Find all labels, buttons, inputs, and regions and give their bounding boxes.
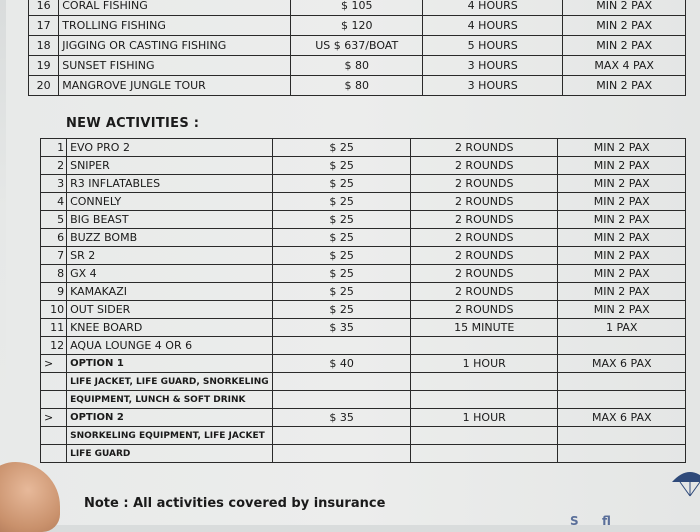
- option-1-label: OPTION 1: [67, 355, 273, 373]
- row-number: 20: [29, 76, 59, 96]
- row-number: 18: [29, 36, 59, 56]
- table-row: [41, 193, 686, 211]
- parachute-icon: [670, 468, 700, 498]
- activity-pax: MIN 2 PAX: [563, 16, 686, 36]
- option-2-row: [41, 409, 686, 427]
- option-2-pax: MAX 6 PAX: [558, 409, 686, 427]
- activity-duration: 2 ROUNDS: [410, 265, 558, 283]
- activity-duration: 3 HOURS: [423, 56, 563, 76]
- table-row: [29, 76, 686, 96]
- activity-price: $ 25: [273, 193, 411, 211]
- row-number: 6: [41, 229, 67, 247]
- row-number: 10: [41, 301, 67, 319]
- option-1-desc-row: [41, 373, 686, 391]
- row-number: 7: [41, 247, 67, 265]
- row-number: 4: [41, 193, 67, 211]
- activity-price: $ 25: [273, 139, 411, 157]
- activity-pax: MIN 2 PAX: [558, 175, 686, 193]
- activity-pax: MIN 2 PAX: [558, 283, 686, 301]
- option-1-price: $ 40: [273, 355, 411, 373]
- row-number: 16: [29, 0, 59, 16]
- activity-name: R3 INFLATABLES: [67, 175, 273, 193]
- activity-duration: 2 ROUNDS: [410, 283, 558, 301]
- row-number: 19: [29, 56, 59, 76]
- activity-name: CONNELY: [67, 193, 273, 211]
- activity-duration: [410, 337, 558, 355]
- activity-pax: MIN 2 PAX: [563, 0, 686, 16]
- table-row: [29, 36, 686, 56]
- activity-price: $ 25: [273, 229, 411, 247]
- option-2-desc-2: LIFE GUARD: [67, 445, 273, 463]
- activity-name: SR 2: [67, 247, 273, 265]
- table-row: [41, 247, 686, 265]
- svg-text:S: S: [570, 514, 579, 526]
- activity-duration: 2 ROUNDS: [410, 175, 558, 193]
- row-number: 1: [41, 139, 67, 157]
- row-number: 8: [41, 265, 67, 283]
- activity-name: CORAL FISHING: [59, 0, 291, 16]
- activity-name: JIGGING OR CASTING FISHING: [59, 36, 291, 56]
- table-row: [41, 139, 686, 157]
- activity-pax: MIN 2 PAX: [558, 265, 686, 283]
- activity-name: BIG BEAST: [67, 211, 273, 229]
- table-row: [29, 0, 686, 16]
- activity-pax: MIN 2 PAX: [558, 157, 686, 175]
- option-1-row: [41, 355, 686, 373]
- activity-price: $ 80: [291, 56, 423, 76]
- activity-pax: MIN 2 PAX: [563, 36, 686, 56]
- row-number: 5: [41, 211, 67, 229]
- option-2-desc-1: SNORKELING EQUIPMENT, LIFE JACKET: [67, 427, 273, 445]
- activity-duration: 2 ROUNDS: [410, 229, 558, 247]
- table-row: [41, 283, 686, 301]
- activity-price: $ 25: [273, 283, 411, 301]
- option-1-desc-1: LIFE JACKET, LIFE GUARD, SNORKELING: [67, 373, 273, 391]
- table-row: [41, 229, 686, 247]
- activity-price: $ 80: [291, 76, 423, 96]
- new-activities-heading: NEW ACTIVITIES :: [66, 116, 200, 131]
- activity-price: $ 105: [291, 0, 423, 16]
- activity-pax: MIN 2 PAX: [563, 76, 686, 96]
- svg-text:fl: fl: [602, 514, 611, 526]
- insurance-note: Note : All activities covered by insurance: [84, 496, 386, 511]
- option-2-desc-row: [41, 445, 686, 463]
- option-1-marker: >: [41, 355, 67, 373]
- table-row: [41, 157, 686, 175]
- table-row: [41, 175, 686, 193]
- activity-duration: 2 ROUNDS: [410, 247, 558, 265]
- logo-fragment: [570, 514, 690, 526]
- row-number: 2: [41, 157, 67, 175]
- option-1-desc-2: EQUIPMENT, LUNCH & SOFT DRINK: [67, 391, 273, 409]
- activity-duration: 2 ROUNDS: [410, 157, 558, 175]
- activity-name: BUZZ BOMB: [67, 229, 273, 247]
- activity-duration: 2 ROUNDS: [410, 301, 558, 319]
- activity-price: $ 25: [273, 211, 411, 229]
- activity-name: EVO PRO 2: [67, 139, 273, 157]
- option-2-marker: >: [41, 409, 67, 427]
- option-2-price: $ 35: [273, 409, 411, 427]
- row-number: 9: [41, 283, 67, 301]
- row-number: 3: [41, 175, 67, 193]
- activity-name: KNEE BOARD: [67, 319, 273, 337]
- activity-price: $ 25: [273, 265, 411, 283]
- activity-name: MANGROVE JUNGLE TOUR: [59, 76, 291, 96]
- activity-pax: MIN 2 PAX: [558, 211, 686, 229]
- activity-pax: MIN 2 PAX: [558, 193, 686, 211]
- activity-duration: 4 HOURS: [423, 0, 563, 16]
- new-activities-table: [40, 138, 686, 463]
- option-1-pax: MAX 6 PAX: [558, 355, 686, 373]
- activity-price: $ 35: [273, 319, 411, 337]
- activity-pax: MIN 2 PAX: [558, 229, 686, 247]
- option-2-desc-row: [41, 427, 686, 445]
- option-1-desc-row: [41, 391, 686, 409]
- activity-duration: 15 MINUTE: [410, 319, 558, 337]
- activity-price: $ 25: [273, 175, 411, 193]
- option-2-duration: 1 HOUR: [410, 409, 558, 427]
- activity-name: TROLLING FISHING: [59, 16, 291, 36]
- activity-price: $ 25: [273, 157, 411, 175]
- activity-duration: 2 ROUNDS: [410, 193, 558, 211]
- activity-duration: 2 ROUNDS: [410, 211, 558, 229]
- activity-pax: [558, 337, 686, 355]
- activity-price: $ 25: [273, 247, 411, 265]
- row-number: 12: [41, 337, 67, 355]
- activity-price: $ 25: [273, 301, 411, 319]
- table-row: [41, 319, 686, 337]
- activity-name: AQUA LOUNGE 4 OR 6: [67, 337, 273, 355]
- activity-duration: 3 HOURS: [423, 76, 563, 96]
- table-row: [41, 265, 686, 283]
- activity-pax: MIN 2 PAX: [558, 247, 686, 265]
- activity-name: GX 4: [67, 265, 273, 283]
- row-number: 11: [41, 319, 67, 337]
- activity-duration: 5 HOURS: [423, 36, 563, 56]
- activity-pax: MIN 2 PAX: [558, 139, 686, 157]
- activity-pax: 1 PAX: [558, 319, 686, 337]
- activity-duration: 4 HOURS: [423, 16, 563, 36]
- activity-price: US $ 637/BOAT: [291, 36, 423, 56]
- activity-name: SUNSET FISHING: [59, 56, 291, 76]
- table-row: [29, 56, 686, 76]
- activity-pax: MIN 2 PAX: [558, 301, 686, 319]
- option-1-duration: 1 HOUR: [410, 355, 558, 373]
- table-row: [41, 301, 686, 319]
- option-2-label: OPTION 2: [67, 409, 273, 427]
- activity-pax: MAX 4 PAX: [563, 56, 686, 76]
- activity-price: [273, 337, 411, 355]
- row-number: 17: [29, 16, 59, 36]
- activity-name: KAMAKAZI: [67, 283, 273, 301]
- activity-name: SNIPER: [67, 157, 273, 175]
- table-row: [41, 211, 686, 229]
- table-row: [41, 337, 686, 355]
- activity-name: OUT SIDER: [67, 301, 273, 319]
- table-row: [29, 16, 686, 36]
- fishing-activities-table: [28, 0, 686, 96]
- activity-duration: 2 ROUNDS: [410, 139, 558, 157]
- activity-price: $ 120: [291, 16, 423, 36]
